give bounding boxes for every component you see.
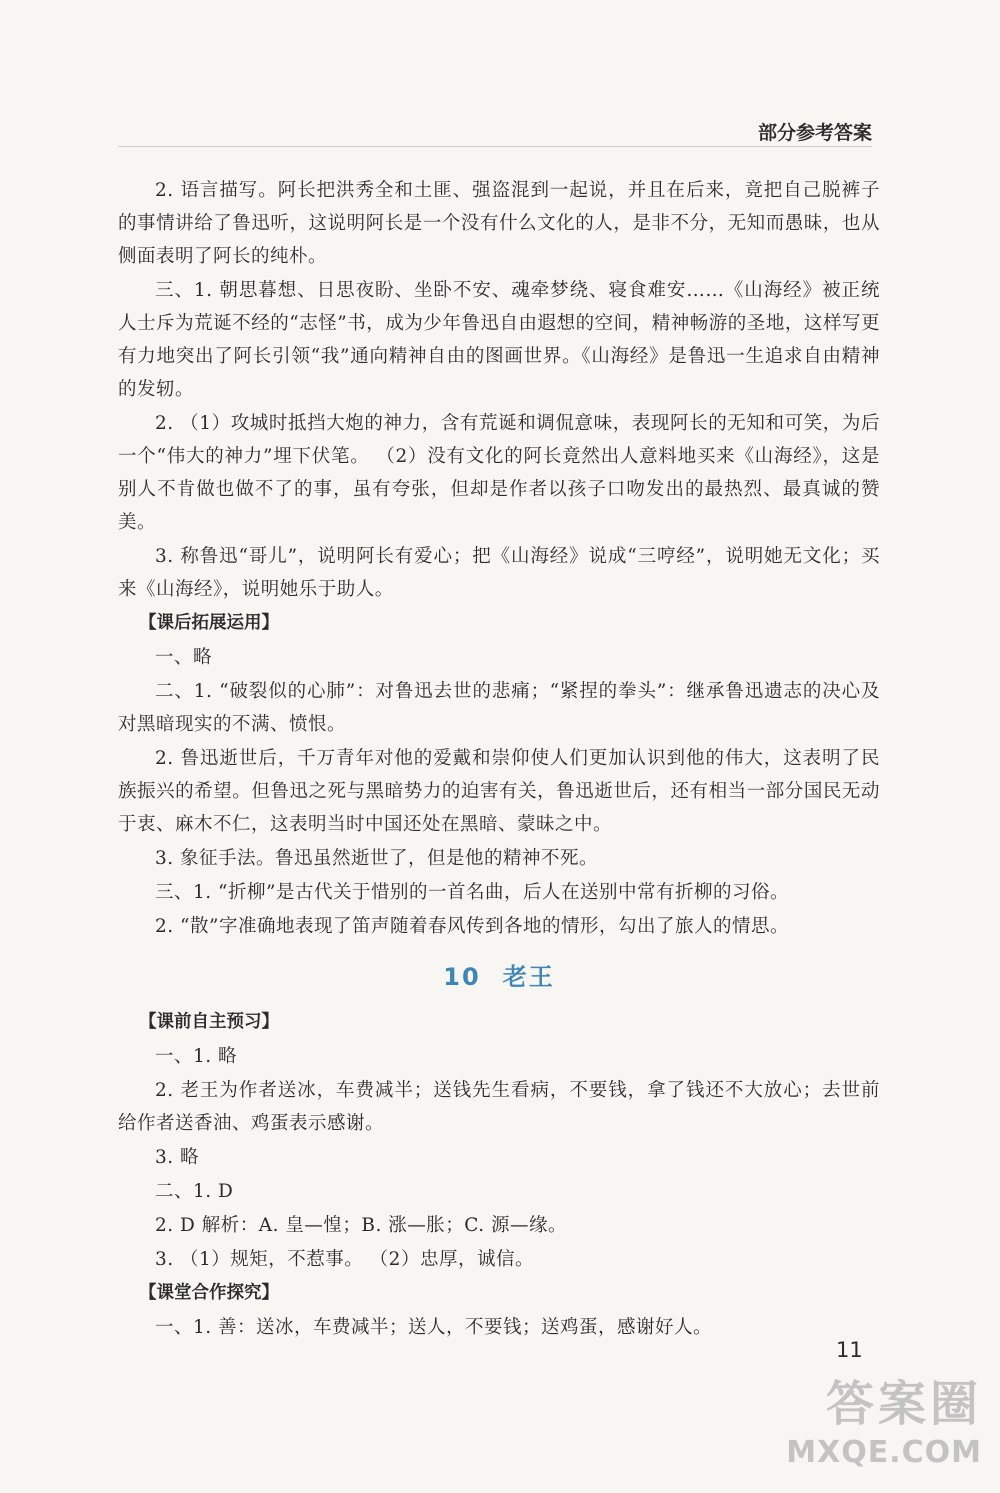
running-header: 部分参考答案 xyxy=(757,122,872,144)
answer-paragraph: 2. D 解析：A. 皇—惶；B. 涨—胀；C. 源—缘。 xyxy=(155,1215,567,1236)
site-watermark xyxy=(752,1365,992,1485)
answer-paragraph: 2. （1）攻城时抵挡大炮的神力，含有荒诞和调侃意味，表现阿长的无知和可笑，为后一个“伟大的神力”埋下伏笔。 （2）没有文化的阿长竟然出人意料地买来《山海经》，这是别人不肯做也做不了的事，虽有夸张，但却是作者以孩子口吻发出的最热烈、最真诚的赞美。 xyxy=(118,413,880,533)
section-heading-class: 【课堂合作探究】 xyxy=(139,1283,279,1303)
chapter-title xyxy=(118,957,880,992)
watermark-logo-text: 答案圈 xyxy=(825,1376,982,1432)
answer-paragraph: 一、略 xyxy=(155,647,213,668)
answer-paragraph: 3. （1）规矩，不惹事。 （2）忠厚，诚信。 xyxy=(155,1249,534,1270)
answer-paragraph: 一、1. 善：送冰，车费减半；送人，不要钱；送鸡蛋，感谢好人。 xyxy=(155,1317,713,1338)
answer-paragraph: 3. 象征手法。鲁迅虽然逝世了，但是他的精神不死。 xyxy=(155,848,599,869)
answer-paragraph: 2. 老王为作者送冰，车费减半；送钱先生看病，不要钱，拿了钱还不大放心；去世前给作者送香油、鸡蛋表示感谢。 xyxy=(118,1080,880,1134)
answer-paragraph: 2. 鲁迅逝世后，千万青年对他的爱戴和崇仰使人们更加认识到他的伟大，这表明了民族振兴的希望。但鲁迅之死与黑暗势力的迫害有关，鲁迅逝世后，还有相当一部分国民无动于衷、麻木不仁，这表明当时中国还处在黑暗、蒙昧之中。 xyxy=(118,748,880,835)
watermark-url: MXQE.COM xyxy=(786,1435,982,1470)
section-heading-extension: 【课后拓展运用】 xyxy=(139,613,279,633)
header-divider xyxy=(118,146,872,147)
answer-paragraph: 2. “散”字准确地表现了笛声随着春风传到各地的情形，勾出了旅人的情思。 xyxy=(155,916,789,937)
answer-paragraph: 3. 略 xyxy=(155,1147,200,1168)
answer-paragraph: 一、1. 略 xyxy=(155,1046,238,1067)
page-content xyxy=(118,174,880,1345)
answer-paragraph: 二、1. D xyxy=(155,1181,234,1202)
page-number: 11 xyxy=(836,1338,863,1362)
answer-paragraph: 三、1. “折柳”是古代关于惜别的一首名曲，后人在送别中常有折柳的习俗。 xyxy=(155,882,789,903)
answer-paragraph: 2. 语言描写。阿长把洪秀全和土匪、强盗混到一起说，并且在后来，竟把自己脱裤子的事情讲给了鲁迅听，这说明阿长是一个没有什么文化的人，是非不分，无知而愚昧，也从侧面表明了阿长的纯朴。 xyxy=(118,180,880,267)
section-heading-preview: 【课前自主预习】 xyxy=(139,1012,279,1032)
answer-paragraph: 三、1. 朝思暮想、日思夜盼、坐卧不安、魂牵梦绕、寝食难安……《山海经》被正统人士斥为荒诞不经的“志怪”书，成为少年鲁迅自由遐想的空间，精神畅游的圣地，这样写更有力地突出了阿长引领“我”通向精神自由的图画世界。《山海经》是鲁迅一生追求自由精神的发轫。 xyxy=(118,280,880,400)
answer-paragraph: 二、1. “破裂似的心肺”：对鲁迅去世的悲痛；“紧捏的拳头”：继承鲁迅遗志的决心及对黑暗现实的不满、愤恨。 xyxy=(118,681,880,735)
chapter-name: 老王 xyxy=(502,963,555,991)
chapter-number: 10 xyxy=(443,963,481,991)
answer-paragraph: 3. 称鲁迅“哥儿”，说明阿长有爱心；把《山海经》说成“三哼经”，说明她无文化；买来《山海经》，说明她乐于助人。 xyxy=(118,546,880,600)
